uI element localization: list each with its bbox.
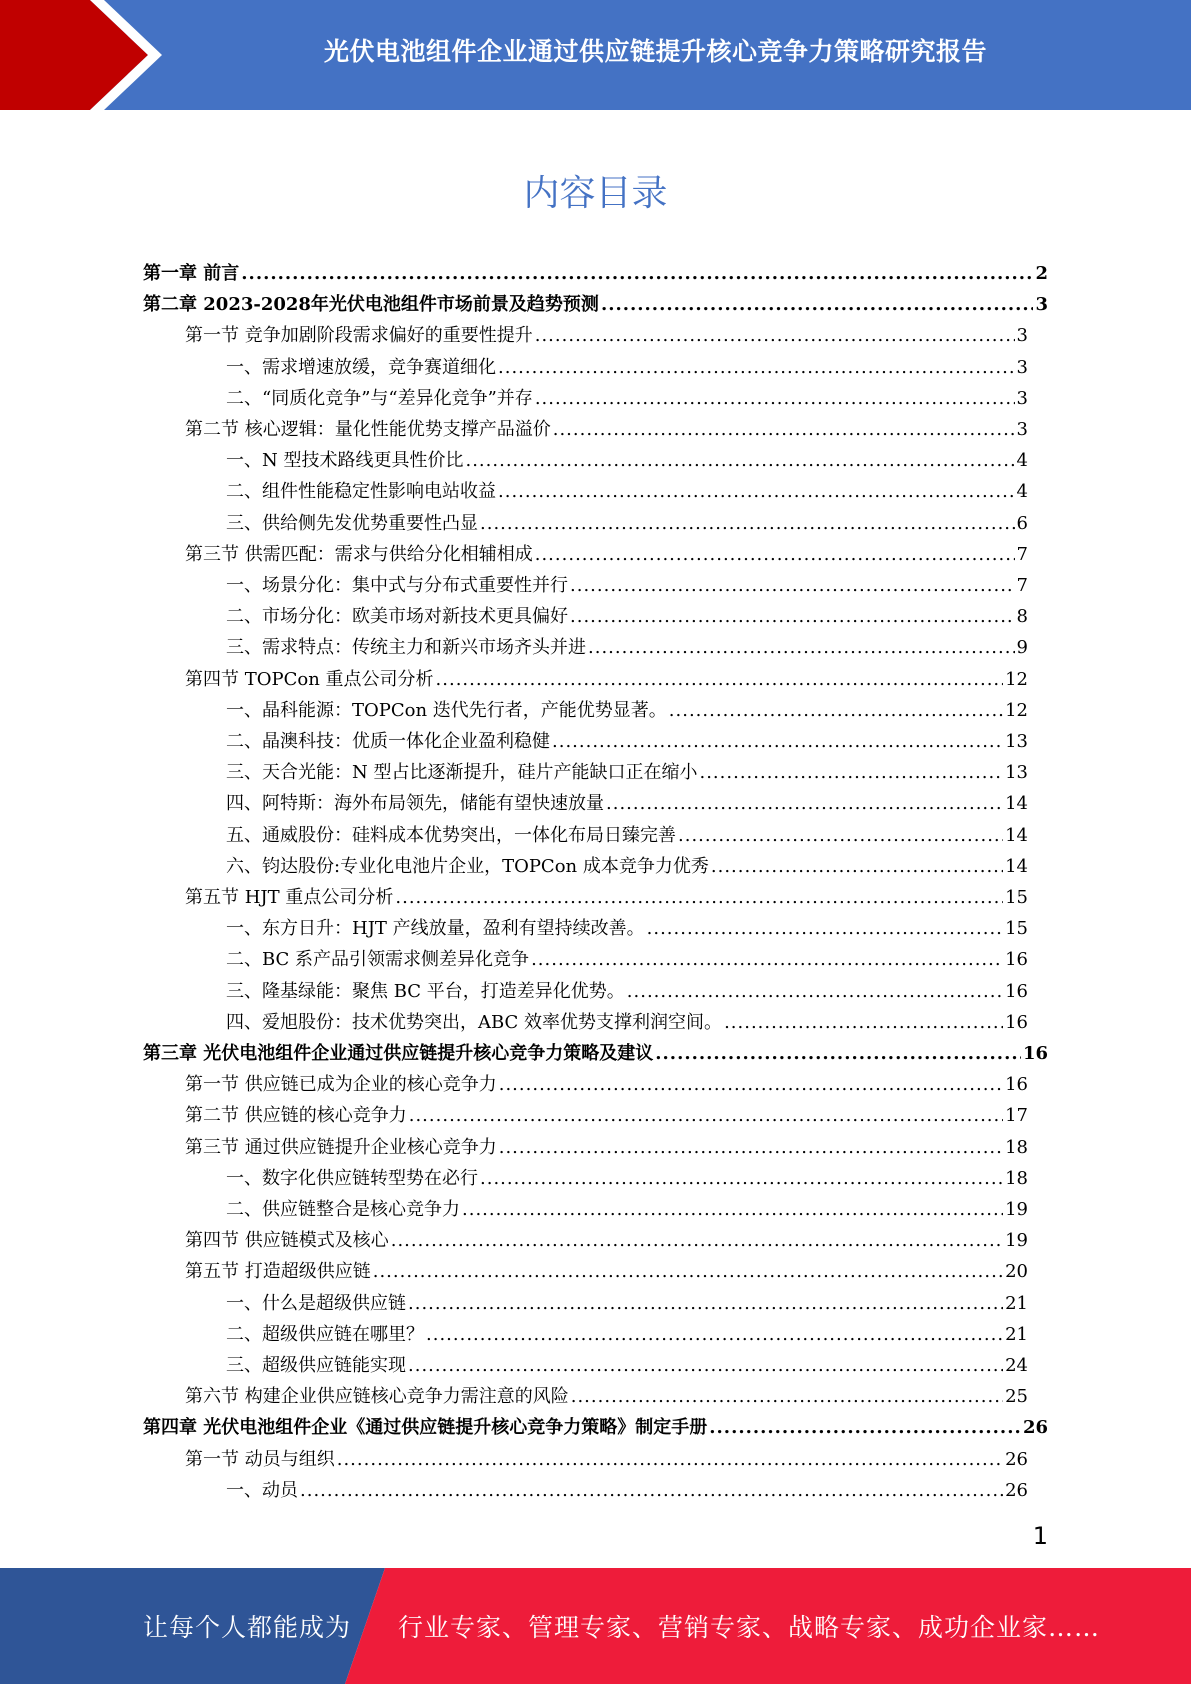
toc-entry[interactable]: [226, 940, 1028, 971]
toc-entry[interactable]: [226, 1315, 1028, 1346]
toc-entry[interactable]: [185, 1440, 1028, 1471]
toc-entry-page-number: 15: [1005, 918, 1028, 940]
toc-dot-leader: [337, 1449, 1003, 1471]
toc-entry-title: 一、东方日升：HJT 产线放量，盈利有望持续改善。: [226, 918, 645, 940]
toc-entry-page-number: 7: [1016, 575, 1028, 596]
toc-entry[interactable]: [143, 285, 1048, 316]
toc-entry[interactable]: [185, 1377, 1028, 1408]
toc-entry-title: 第三节 供需匹配：需求与供给分化相辅相成: [185, 543, 533, 565]
toc-entry[interactable]: [143, 1034, 1048, 1065]
toc-entry-title: 六、钧达股份:专业化电池片企业，TOPCon 成本竞争力优秀: [226, 855, 709, 877]
toc-entry[interactable]: [226, 972, 1028, 1003]
toc-entry-title: 一、N 型技术路线更具性价比: [226, 450, 464, 472]
toc-entry-title: 第二节 核心逻辑：量化性能优势支撑产品溢价: [185, 419, 551, 440]
toc-dot-leader: [627, 981, 1003, 1003]
page-number: 1: [1032, 1522, 1048, 1550]
toc-entry-title: 二、组件性能稳定性影响电站收益: [226, 481, 496, 503]
toc-entry-page-number: 18: [1005, 1167, 1028, 1189]
toc-dot-leader: [606, 793, 1003, 815]
toc-entry-page-number: 2: [1035, 263, 1048, 284]
toc-dot-leader: [709, 1417, 1021, 1439]
toc-dot-leader: [462, 1199, 1003, 1221]
toc-entry[interactable]: [226, 348, 1028, 379]
toc-entry-page-number: 13: [1005, 762, 1028, 784]
toc-entry-page-number: 14: [1005, 855, 1028, 877]
toc-entry-title: 二、供应链整合是核心竞争力: [226, 1199, 460, 1220]
toc-entry-title: 一、数字化供应链转型势在必行: [226, 1167, 478, 1189]
toc-entry-title: 第四章 光伏电池组件企业《通过供应链提升核心竞争力策略》制定手册: [143, 1417, 708, 1439]
toc-dot-leader: [552, 731, 1003, 753]
toc-entry-page-number: 14: [1005, 824, 1028, 846]
toc-dot-leader: [535, 325, 1015, 347]
toc-entry-title: 第四节 供应链模式及核心: [185, 1230, 389, 1252]
toc-entry-page-number: 16: [1005, 1011, 1028, 1033]
toc-entry-page-number: 26: [1005, 1479, 1028, 1501]
toc-entry-page-number: 15: [1005, 887, 1028, 908]
toc-dot-leader: [647, 918, 1003, 940]
toc-entry-title: 二、BC 系产品引领需求侧差异化竞争: [226, 949, 530, 971]
toc-entry-page-number: 13: [1005, 731, 1028, 752]
toc-entry[interactable]: [226, 722, 1028, 753]
toc-entry-page-number: 14: [1005, 793, 1028, 815]
toc-entry-title: 四、阿特斯：海外布局领先，储能有望快速放量: [226, 793, 604, 815]
toc-entry[interactable]: [185, 660, 1028, 691]
toc-entry-title: 三、天合光能：N 型占比逐渐提升，硅片产能缺口正在缩小: [226, 762, 698, 784]
toc-entry[interactable]: [226, 1159, 1028, 1190]
toc-entry-page-number: 26: [1005, 1448, 1028, 1470]
toc-entry-page-number: 25: [1005, 1386, 1028, 1408]
toc-entry[interactable]: [226, 1003, 1028, 1034]
toc-entry-page-number: 20: [1005, 1261, 1028, 1283]
toc-entry[interactable]: [226, 784, 1028, 815]
toc-dot-leader: [480, 1168, 1003, 1190]
toc-entry-page-number: 8: [1016, 606, 1028, 628]
footer-slogan-right: 行业专家、管理专家、营销专家、战略专家、成功企业家……: [398, 1613, 1101, 1642]
toc-entry-title: 一、需求增速放缓，竞争赛道细化: [226, 356, 496, 378]
toc-entry[interactable]: [226, 504, 1028, 535]
toc-entry-title: 三、需求特点：传统主力和新兴市场齐头并进: [226, 637, 586, 659]
toc-entry[interactable]: [185, 878, 1028, 909]
toc-entry[interactable]: [185, 316, 1028, 347]
toc-entry-title: 第五节 打造超级供应链: [185, 1261, 371, 1283]
toc-entry-title: 一、晶科能源：TOPCon 迭代先行者，产能优势显著。: [226, 699, 667, 721]
toc-entry-title: 第一节 竞争加剧阶段需求偏好的重要性提升: [185, 325, 533, 347]
toc-dot-leader: [678, 825, 1003, 847]
toc-entry-title: 二、市场分化：欧美市场对新技术更具偏好: [226, 606, 568, 628]
toc-entry-page-number: 19: [1005, 1230, 1028, 1252]
toc-dot-leader: [655, 1043, 1021, 1065]
toc-entry[interactable]: [226, 691, 1028, 722]
header-title: 光伏电池组件企业通过供应链提升核心竞争力策略研究报告: [323, 37, 987, 66]
toc-entry[interactable]: [226, 566, 1028, 597]
toc-entry[interactable]: [226, 753, 1028, 784]
toc-entry-title: 一、动员: [226, 1479, 298, 1501]
toc-dot-leader: [408, 1293, 1003, 1315]
toc-entry[interactable]: [185, 535, 1028, 566]
toc-dot-leader: [669, 700, 1003, 722]
toc-entry-title: 一、场景分化：集中式与分布式重要性并行: [226, 575, 568, 596]
toc-dot-leader: [241, 263, 1033, 285]
toc-dot-leader: [409, 1105, 1003, 1127]
toc-entry-page-number: 16: [1022, 1043, 1048, 1064]
toc-entry[interactable]: [226, 816, 1028, 847]
toc-dot-leader: [699, 762, 1003, 784]
footer-banner: [0, 1568, 1191, 1684]
toc-entry-title: 二、“同质化竞争”与“差异化竞争”并存: [226, 387, 533, 409]
toc-entry[interactable]: [226, 1346, 1028, 1377]
toc-entry-title: 第一节 动员与组织: [185, 1448, 335, 1470]
toc-entry-page-number: 4: [1016, 481, 1028, 503]
toc-dot-leader: [426, 1324, 1003, 1346]
toc-dot-leader: [395, 887, 1003, 909]
toc-dot-leader: [535, 388, 1015, 410]
toc-entry-page-number: 24: [1005, 1355, 1028, 1376]
toc-entry[interactable]: [226, 379, 1028, 410]
toc-entry-title: 二、超级供应链在哪里？: [226, 1323, 424, 1345]
toc-entry-page-number: 17: [1005, 1105, 1028, 1127]
toc-entry-page-number: 21: [1005, 1292, 1028, 1314]
toc-entry[interactable]: [226, 441, 1028, 472]
toc-entry-page-number: 9: [1016, 637, 1028, 659]
toc-dot-leader: [408, 1355, 1003, 1377]
toc-entry-page-number: 16: [1005, 949, 1028, 971]
toc-entry-page-number: 3: [1016, 419, 1028, 440]
toc-dot-leader: [300, 1480, 1003, 1502]
toc-entry[interactable]: [185, 1128, 1028, 1159]
toc-entry[interactable]: [185, 1221, 1028, 1252]
toc-dot-leader: [531, 949, 1003, 971]
toc-entry-page-number: 3: [1016, 325, 1028, 347]
toc-title: 内容目录: [523, 173, 668, 214]
toc-entry-title: 一、什么是超级供应链: [226, 1292, 406, 1314]
toc-entry-title: 第一章 前言: [143, 263, 240, 284]
toc-entry-page-number: 7: [1016, 543, 1028, 565]
toc-entry-title: 三、隆基绿能：聚焦 BC 平台，打造差异化优势。: [226, 980, 625, 1002]
toc-entry-title: 二、晶澳科技：优质一体化企业盈利稳健: [226, 731, 550, 752]
toc-entry[interactable]: [226, 1284, 1028, 1315]
toc-entry-title: 第六节 构建企业供应链核心竞争力需注意的风险: [185, 1386, 569, 1408]
toc-entry-title: 第三节 通过供应链提升企业核心竞争力: [185, 1136, 497, 1158]
toc-dot-leader: [480, 513, 1015, 535]
toc-entry-page-number: 16: [1005, 980, 1028, 1002]
toc-entry-page-number: 12: [1005, 668, 1028, 690]
toc-entry-title: 三、超级供应链能实现: [226, 1355, 406, 1376]
toc-entry-page-number: 3: [1016, 356, 1028, 378]
toc-entry-title: 第二章 2023-2028年光伏电池组件市场前景及趋势预测: [143, 294, 599, 316]
toc-entry-page-number: 18: [1005, 1136, 1028, 1158]
toc-entry-page-number: 4: [1016, 450, 1028, 472]
toc-entry[interactable]: [185, 1096, 1028, 1127]
header-banner: [0, 0, 1191, 110]
toc-entry[interactable]: [143, 1408, 1048, 1439]
toc-dot-leader: [724, 1012, 1003, 1034]
toc-entry-page-number: 21: [1005, 1323, 1028, 1345]
toc-entry-page-number: 16: [1005, 1074, 1028, 1096]
toc-dot-leader: [570, 575, 1015, 597]
toc-entry[interactable]: [226, 472, 1028, 503]
toc-entry[interactable]: [185, 410, 1028, 441]
toc-dot-leader: [499, 1137, 1003, 1159]
toc-dot-leader: [498, 357, 1015, 379]
toc-entry-title: 三、供给侧先发优势重要性凸显: [226, 512, 478, 534]
toc-entry-page-number: 3: [1035, 294, 1048, 316]
toc-entry-title: 第四节 TOPCon 重点公司分析: [185, 668, 434, 690]
toc-entry[interactable]: [226, 628, 1028, 659]
toc-entry[interactable]: [226, 1471, 1028, 1502]
toc-entry-page-number: 3: [1016, 387, 1028, 409]
toc-dot-leader: [499, 1074, 1003, 1096]
toc-dot-leader: [570, 606, 1015, 628]
toc-entry[interactable]: [143, 254, 1048, 285]
toc-dot-leader: [571, 1386, 1003, 1408]
toc-dot-leader: [436, 669, 1004, 691]
toc-entry[interactable]: [226, 847, 1028, 878]
toc-entry-page-number: 12: [1005, 699, 1028, 721]
toc-dot-leader: [373, 1261, 1003, 1283]
toc-dot-leader: [711, 856, 1003, 878]
toc-entry-page-number: 26: [1022, 1417, 1048, 1439]
toc-entry-page-number: 19: [1005, 1199, 1028, 1220]
toc-entry-title: 第二节 供应链的核心竞争力: [185, 1105, 407, 1127]
toc-dot-leader: [553, 419, 1015, 441]
toc-entry-title: 第一节 供应链已成为企业的核心竞争力: [185, 1074, 497, 1096]
toc-entry[interactable]: [185, 1065, 1028, 1096]
toc-entry-title: 第五节 HJT 重点公司分析: [185, 887, 394, 908]
toc-entry-title: 四、爱旭股份：技术优势突出，ABC 效率优势支撑利润空间。: [226, 1011, 723, 1033]
toc-entry-title: 第三章 光伏电池组件企业通过供应链提升核心竞争力策略及建议: [143, 1043, 654, 1064]
toc-dot-leader: [391, 1230, 1003, 1252]
toc-dot-leader: [465, 450, 1014, 472]
toc-entry[interactable]: [185, 1252, 1028, 1283]
toc-entry[interactable]: [226, 909, 1028, 940]
toc-entry-page-number: 6: [1016, 512, 1028, 534]
toc-dot-leader: [498, 481, 1015, 503]
footer-slogan-left: 让每个人都能成为: [143, 1613, 352, 1642]
toc-dot-leader: [535, 544, 1015, 566]
toc-entry[interactable]: [226, 597, 1028, 628]
toc-entry-title: 五、通威股份：硅料成本优势突出，一体化布局日臻完善: [226, 824, 676, 846]
toc-dot-leader: [588, 637, 1015, 659]
toc-dot-leader: [601, 294, 1034, 316]
toc-entry[interactable]: [226, 1190, 1028, 1221]
